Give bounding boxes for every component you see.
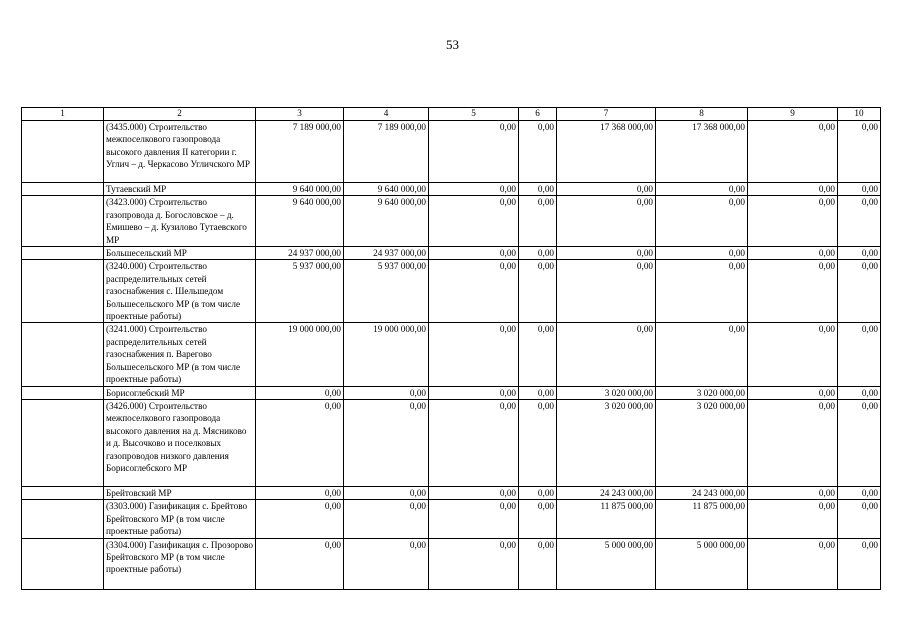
amount-cell-col8: 11 875 000,00 — [656, 500, 748, 538]
item-name-cell: Тутаевский МР — [104, 183, 256, 196]
page-number: 53 — [446, 37, 459, 52]
row-index-cell — [22, 196, 104, 247]
table-row — [22, 500, 881, 538]
header-row — [22, 108, 881, 121]
table-row — [22, 196, 881, 247]
amount-cell-col4: 7 189 000,00 — [344, 121, 429, 183]
amount-cell-col5: 0,00 — [429, 260, 519, 323]
amount-cell-col10: 0,00 — [838, 260, 881, 323]
table-row — [22, 260, 881, 323]
amount-cell-col5: 0,00 — [429, 399, 519, 486]
amount-cell-col9: 0,00 — [748, 183, 838, 196]
item-name-cell: (3435.000) Строительство межпоселкового газопровода высокого давления II категории г. Углич – д. Черкасово Угличского МР — [104, 121, 256, 183]
amount-cell-col3: 5 937 000,00 — [256, 260, 344, 323]
amount-cell-col9: 0,00 — [748, 247, 838, 260]
row-index-cell — [22, 260, 104, 323]
table-row — [22, 183, 881, 196]
column-header: 4 — [344, 108, 429, 121]
amount-cell-col7: 5 000 000,00 — [557, 538, 656, 589]
amount-cell-col8: 3 020 000,00 — [656, 399, 748, 486]
amount-cell-col3: 0,00 — [256, 500, 344, 538]
amount-cell-col4: 19 000 000,00 — [344, 323, 429, 386]
amount-cell-col7: 11 875 000,00 — [557, 500, 656, 538]
amount-cell-col3: 7 189 000,00 — [256, 121, 344, 183]
amount-cell-col10: 0,00 — [838, 538, 881, 589]
budget-table — [21, 107, 881, 590]
amount-cell-col6: 0,00 — [519, 183, 557, 196]
column-header: 10 — [838, 108, 881, 121]
amount-cell-col7: 24 243 000,00 — [557, 486, 656, 499]
item-name-cell: (3423.000) Строительство газопровода д. Богословское – д. Емишево – д. Кузилово Тутаевского МР — [104, 196, 256, 247]
item-name-cell: (3426.000) Строительство межпоселкового газопровода высокого давления на д. Мясниково и д. Высочково и поселковых газопроводов низкого давления Борисоглебского МР — [104, 399, 256, 486]
item-name-cell: Борисоглебский МР — [104, 386, 256, 399]
amount-cell-col3: 9 640 000,00 — [256, 183, 344, 196]
amount-cell-col9: 0,00 — [748, 121, 838, 183]
table-row — [22, 386, 881, 399]
amount-cell-col6: 0,00 — [519, 399, 557, 486]
column-header: 3 — [256, 108, 344, 121]
amount-cell-col9: 0,00 — [748, 399, 838, 486]
table-row — [22, 486, 881, 499]
amount-cell-col3: 0,00 — [256, 399, 344, 486]
amount-cell-col7: 3 020 000,00 — [557, 399, 656, 486]
item-name-cell: (3241.000) Строительство распределительных сетей газоснабжения п. Варегово Большесельского МР (в том числе проектные работы) — [104, 323, 256, 386]
column-header: 7 — [557, 108, 656, 121]
amount-cell-col6: 0,00 — [519, 247, 557, 260]
amount-cell-col3: 0,00 — [256, 386, 344, 399]
amount-cell-col4: 9 640 000,00 — [344, 183, 429, 196]
amount-cell-col6: 0,00 — [519, 500, 557, 538]
row-index-cell — [22, 121, 104, 183]
amount-cell-col7: 17 368 000,00 — [557, 121, 656, 183]
amount-cell-col3: 0,00 — [256, 538, 344, 589]
amount-cell-col8: 0,00 — [656, 323, 748, 386]
table-header — [22, 108, 881, 121]
amount-cell-col3: 9 640 000,00 — [256, 196, 344, 247]
amount-cell-col4: 9 640 000,00 — [344, 196, 429, 247]
table-body — [22, 121, 881, 590]
amount-cell-col5: 0,00 — [429, 121, 519, 183]
amount-cell-col6: 0,00 — [519, 386, 557, 399]
amount-cell-col5: 0,00 — [429, 196, 519, 247]
amount-cell-col9: 0,00 — [748, 500, 838, 538]
amount-cell-col8: 3 020 000,00 — [656, 386, 748, 399]
column-header: 5 — [429, 108, 519, 121]
table-row — [22, 538, 881, 589]
amount-cell-col7: 0,00 — [557, 260, 656, 323]
amount-cell-col4: 0,00 — [344, 538, 429, 589]
row-index-cell — [22, 183, 104, 196]
table-row — [22, 121, 881, 183]
amount-cell-col10: 0,00 — [838, 196, 881, 247]
amount-cell-col7: 0,00 — [557, 247, 656, 260]
amount-cell-col9: 0,00 — [748, 196, 838, 247]
row-index-cell — [22, 486, 104, 499]
amount-cell-col5: 0,00 — [429, 247, 519, 260]
column-header: 9 — [748, 108, 838, 121]
amount-cell-col4: 0,00 — [344, 486, 429, 499]
amount-cell-col8: 0,00 — [656, 196, 748, 247]
amount-cell-col3: 19 000 000,00 — [256, 323, 344, 386]
amount-cell-col4: 0,00 — [344, 399, 429, 486]
amount-cell-col7: 3 020 000,00 — [557, 386, 656, 399]
amount-cell-col6: 0,00 — [519, 196, 557, 247]
item-name-cell: Большесельский МР — [104, 247, 256, 260]
amount-cell-col9: 0,00 — [748, 323, 838, 386]
amount-cell-col9: 0,00 — [748, 486, 838, 499]
amount-cell-col9: 0,00 — [748, 260, 838, 323]
amount-cell-col4: 0,00 — [344, 386, 429, 399]
amount-cell-col3: 24 937 000,00 — [256, 247, 344, 260]
amount-cell-col10: 0,00 — [838, 486, 881, 499]
row-index-cell — [22, 399, 104, 486]
item-name-cell: (3304.000) Газификация с. Прозорово Брейтовского МР (в том числе проектные работы) — [104, 538, 256, 589]
amount-cell-col4: 0,00 — [344, 500, 429, 538]
row-index-cell — [22, 538, 104, 589]
amount-cell-col6: 0,00 — [519, 486, 557, 499]
row-index-cell — [22, 323, 104, 386]
amount-cell-col8: 17 368 000,00 — [656, 121, 748, 183]
amount-cell-col3: 0,00 — [256, 486, 344, 499]
amount-cell-col4: 5 937 000,00 — [344, 260, 429, 323]
table-row — [22, 399, 881, 486]
column-header: 1 — [22, 108, 104, 121]
amount-cell-col10: 0,00 — [838, 500, 881, 538]
amount-cell-col8: 5 000 000,00 — [656, 538, 748, 589]
amount-cell-col9: 0,00 — [748, 538, 838, 589]
amount-cell-col8: 0,00 — [656, 247, 748, 260]
amount-cell-col10: 0,00 — [838, 183, 881, 196]
amount-cell-col8: 0,00 — [656, 260, 748, 323]
item-name-cell: Брейтовский МР — [104, 486, 256, 499]
column-header: 8 — [656, 108, 748, 121]
amount-cell-col5: 0,00 — [429, 486, 519, 499]
amount-cell-col8: 24 243 000,00 — [656, 486, 748, 499]
table-row — [22, 323, 881, 386]
amount-cell-col5: 0,00 — [429, 183, 519, 196]
amount-cell-col6: 0,00 — [519, 538, 557, 589]
row-index-cell — [22, 500, 104, 538]
amount-cell-col6: 0,00 — [519, 260, 557, 323]
amount-cell-col7: 0,00 — [557, 323, 656, 386]
amount-cell-col10: 0,00 — [838, 247, 881, 260]
amount-cell-col5: 0,00 — [429, 323, 519, 386]
column-header: 6 — [519, 108, 557, 121]
table-row — [22, 247, 881, 260]
row-index-cell — [22, 386, 104, 399]
row-index-cell — [22, 247, 104, 260]
amount-cell-col8: 0,00 — [656, 183, 748, 196]
amount-cell-col4: 24 937 000,00 — [344, 247, 429, 260]
amount-cell-col10: 0,00 — [838, 399, 881, 486]
amount-cell-col6: 0,00 — [519, 121, 557, 183]
amount-cell-col7: 0,00 — [557, 183, 656, 196]
amount-cell-col10: 0,00 — [838, 121, 881, 183]
amount-cell-col7: 0,00 — [557, 196, 656, 247]
amount-cell-col5: 0,00 — [429, 538, 519, 589]
item-name-cell: (3240.000) Строительство распределительных сетей газоснабжения с. Шельшедом Большесельского МР (в том числе проектные работы) — [104, 260, 256, 323]
column-header: 2 — [104, 108, 256, 121]
amount-cell-col6: 0,00 — [519, 323, 557, 386]
amount-cell-col5: 0,00 — [429, 386, 519, 399]
amount-cell-col9: 0,00 — [748, 386, 838, 399]
amount-cell-col10: 0,00 — [838, 386, 881, 399]
amount-cell-col5: 0,00 — [429, 500, 519, 538]
item-name-cell: (3303.000) Газификация с. Брейтово Брейтовского МР (в том числе проектные работы) — [104, 500, 256, 538]
amount-cell-col10: 0,00 — [838, 323, 881, 386]
